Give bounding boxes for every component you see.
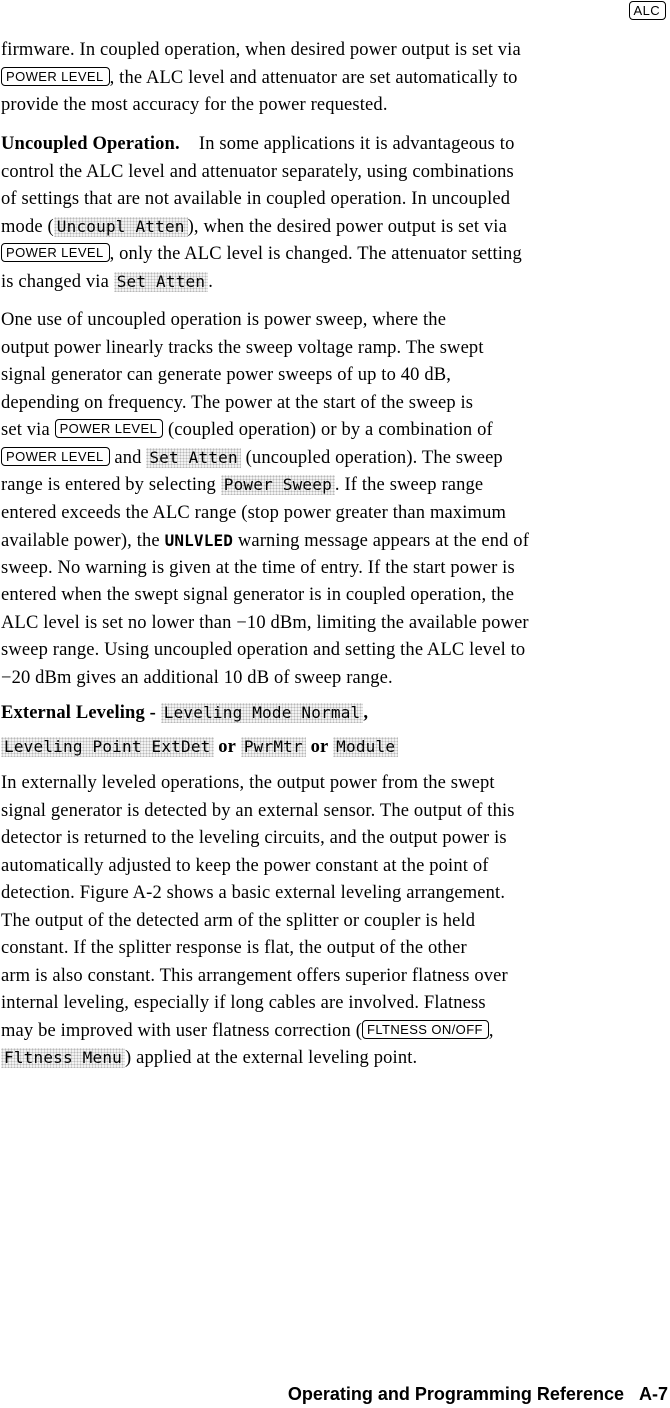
text-line: of settings that are not available in coupled operation. In uncoupled bbox=[1, 189, 511, 209]
text-line: sweep range. Using uncoupled operation and setting the ALC level to bbox=[1, 640, 526, 660]
text-line: internal leveling, especially if long cables are involved. Flatness bbox=[1, 993, 486, 1013]
page-number: A-7 bbox=[638, 1384, 668, 1404]
set-atten-softkey: Set Atten bbox=[114, 272, 209, 292]
uncoupl-atten-softkey: Uncoupl Atten bbox=[54, 217, 188, 237]
alc-key: ALC bbox=[629, 1, 667, 20]
text-line: automatically adjusted to keep the power constant at the point of bbox=[1, 855, 489, 876]
text-run: (uncoupled operation). The sweep bbox=[245, 447, 503, 468]
text-run: mode ( bbox=[1, 216, 54, 237]
text-line: signal generator is detected by an external sensor. The output of this bbox=[1, 800, 515, 821]
set-atten-softkey: Set Atten bbox=[146, 448, 241, 468]
text-line bbox=[1, 527, 669, 555]
uncoupled-operation-paragraph bbox=[1, 131, 669, 296]
text-run: may be improved with user flatness correction ( bbox=[1, 1020, 363, 1041]
text-line: control the ALC level and attenuator separately, using combinations bbox=[1, 161, 514, 182]
page-footer bbox=[288, 1384, 668, 1405]
text-line: In externally leveled operations, the output power from the swept bbox=[1, 773, 495, 793]
text-line bbox=[1, 696, 669, 730]
power-level-key: POWER LEVEL bbox=[1, 447, 110, 466]
text-run: is changed via bbox=[1, 271, 109, 292]
text-line: constant. If the splitter response is flat, the output of the other bbox=[1, 938, 467, 958]
module-softkey: Module bbox=[333, 737, 398, 757]
leveling-mode-normal-softkey: Leveling Mode Normal bbox=[161, 703, 364, 723]
text-run: , the ALC level and attenuator are set automatically to bbox=[109, 67, 518, 88]
external-leveling-paragraph bbox=[1, 770, 669, 1073]
text-run: ) applied at the external leveling point. bbox=[125, 1048, 418, 1068]
power-level-key: POWER LEVEL bbox=[1, 67, 110, 86]
text-line: depending on frequency. The power at the start of the sweep is bbox=[1, 392, 474, 413]
text-line: entered when the swept signal generator is in coupled operation, the bbox=[1, 585, 515, 605]
text-line: entered exceeds the ALC range (stop power greater than maximum bbox=[1, 502, 507, 523]
external-leveling-heading bbox=[1, 696, 669, 764]
text-line: −20 dBm gives an additional 10 dB of sweep range. bbox=[1, 667, 393, 688]
text-run: In some applications it is advantageous to bbox=[198, 134, 515, 154]
text-line: detector is returned to the leveling circuits, and the output power is bbox=[1, 828, 507, 848]
text-run: range is entered by selecting bbox=[1, 475, 216, 495]
power-sweep-softkey: Power Sweep bbox=[221, 475, 335, 495]
leveling-point-extdet-softkey: Leveling Point ExtDet bbox=[1, 737, 214, 757]
footer-title: Operating and Programming Reference bbox=[287, 1384, 624, 1404]
coupled-operation-paragraph bbox=[1, 37, 669, 120]
text-run: set via bbox=[1, 420, 50, 440]
text-run: . bbox=[208, 271, 213, 292]
text-run: warning message appears at the end of bbox=[237, 531, 530, 551]
text-run: , only the ALC level is changed. The attenuator setting bbox=[109, 244, 522, 264]
text-line: ALC level is set no lower than −10 dBm, limiting the available power bbox=[1, 612, 529, 633]
text-line bbox=[1, 269, 669, 297]
text-line bbox=[1, 445, 669, 473]
text-line bbox=[1, 65, 669, 93]
text-line: sweep. No warning is given at the time of entry. If the start power is bbox=[1, 557, 515, 578]
unlvled-message: UNLVLED bbox=[164, 531, 234, 550]
text-line bbox=[1, 472, 669, 500]
fltness-on-off-key: FLTNESS ON/OFF bbox=[362, 1020, 489, 1039]
text-line bbox=[1, 241, 669, 269]
text-line bbox=[1, 417, 669, 445]
text-line: The output of the detected arm of the splitter or coupler is held bbox=[1, 910, 476, 931]
text-line bbox=[1, 1045, 669, 1073]
power-level-key: POWER LEVEL bbox=[55, 419, 164, 438]
text-run: , bbox=[363, 703, 369, 723]
text-run: and bbox=[114, 447, 142, 468]
text-run: , bbox=[488, 1020, 494, 1041]
text-line: One use of uncoupled operation is power sweep, where the bbox=[1, 310, 447, 330]
text-line: detection. Figure A-2 shows a basic external leveling arrangement. bbox=[1, 883, 506, 903]
text-line: firmware. In coupled operation, when desired power output is set via bbox=[1, 40, 521, 60]
text-line bbox=[1, 730, 669, 764]
text-line bbox=[1, 131, 669, 159]
text-line bbox=[1, 214, 669, 242]
text-line: output power linearly tracks the sweep voltage ramp. The swept bbox=[1, 337, 484, 358]
text-run: or bbox=[218, 737, 237, 757]
fltness-menu-softkey: Fltness Menu bbox=[1, 1048, 125, 1068]
heading-text: External Leveling - bbox=[1, 703, 156, 723]
power-sweep-paragraph bbox=[1, 307, 669, 692]
text-line: signal generator can generate power sweeps of up to 40 dB, bbox=[1, 365, 451, 385]
text-run: ), when the desired power output is set via bbox=[187, 216, 507, 237]
text-line: provide the most accuracy for the power requested. bbox=[1, 95, 388, 115]
text-line: arm is also constant. This arrangement offers superior flatness over bbox=[1, 965, 508, 986]
uncoupled-heading: Uncoupled Operation. bbox=[1, 134, 180, 154]
text-run: . If the sweep range bbox=[334, 475, 484, 495]
text-run: (coupled operation) or by a combination of bbox=[168, 420, 493, 440]
power-level-key: POWER LEVEL bbox=[1, 243, 110, 262]
text-line bbox=[1, 1018, 669, 1046]
text-run: or bbox=[310, 737, 329, 757]
pwrmtr-softkey: PwrMtr bbox=[241, 737, 306, 757]
text-run: available power), the bbox=[1, 531, 160, 551]
